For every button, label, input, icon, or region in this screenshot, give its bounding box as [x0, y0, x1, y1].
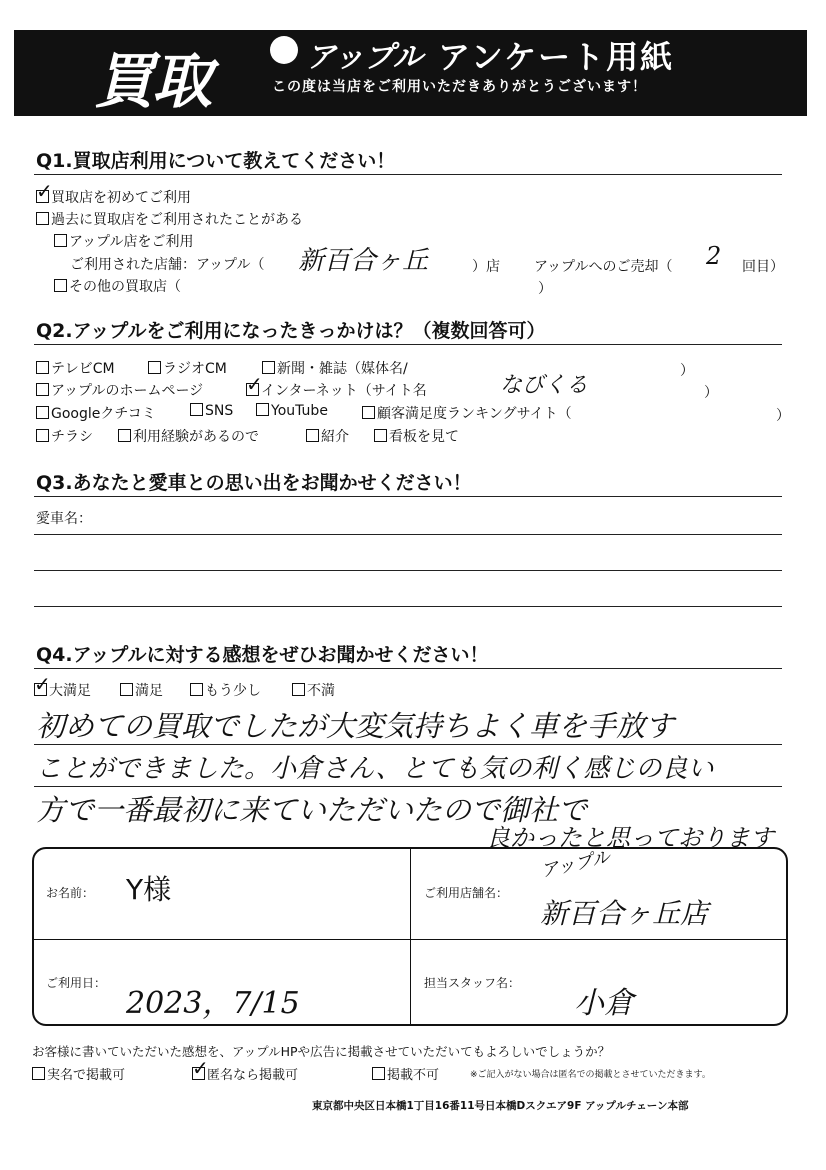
checkbox[interactable] [36, 361, 49, 374]
q2-internet-close: ） [704, 385, 718, 401]
consent-question: お客様に書いていただいた感想を、アップルHPや広告に掲載させていただいてもよろしいでしょうか？ [32, 1044, 611, 1059]
consent-anonymous[interactable] [192, 1064, 298, 1083]
consent-note: ※ご記入がない場合は匿名での掲載とさせていただきます。 [470, 1070, 711, 1080]
q2-underline [34, 344, 782, 345]
q4-little-more-label: もう少し [205, 683, 261, 699]
q1-visits-value[interactable]: 2 [706, 242, 722, 270]
consent-anonymous-label: 匿名なら掲載可 [207, 1068, 299, 1083]
q4-comment-line[interactable]: 初めての買取でしたが大変気持ちよく車を手放す [36, 709, 675, 743]
q2-google[interactable] [36, 403, 156, 423]
date-value[interactable]: 2023，7/15 [126, 986, 300, 1021]
q1-other[interactable] [54, 276, 181, 296]
q2-news[interactable] [262, 358, 408, 378]
checkbox[interactable] [190, 683, 203, 696]
footer-address: 東京都中央区日本橋1丁目16番11号日本橋Dスクエア9F アップルチェーン本部 [312, 1100, 689, 1112]
q2-intro-label: 紹介 [321, 429, 349, 445]
store-label: ご利用店舗名： [424, 886, 509, 900]
checkbox[interactable] [54, 234, 67, 247]
q2-ranking-close: ） [776, 408, 790, 424]
q1-first-time[interactable] [36, 187, 191, 207]
q2-youtube[interactable] [256, 403, 328, 419]
checkbox[interactable] [120, 683, 133, 696]
q1-other-label: その他の買取店（ [69, 279, 181, 295]
survey-subtitle: この度は当店をご利用いただきありがとうございます！ [272, 79, 647, 95]
checkbox[interactable] [36, 212, 49, 225]
q1-visits-prefix: アップルへのご売却（ [534, 259, 673, 275]
checkbox[interactable] [362, 406, 375, 419]
q1-other-close: ） [538, 281, 552, 297]
q4-comment-line[interactable]: 方で一番最初に来ていただいたので御社で [36, 793, 588, 827]
date-label: ご利用日： [46, 976, 107, 990]
q1-title: Q1.買取店利用について教えてください！ [36, 150, 396, 172]
checkbox[interactable] [54, 279, 67, 292]
q2-news-close: ） [680, 363, 694, 379]
q2-experience[interactable] [118, 426, 259, 446]
staff-value[interactable]: 小倉 [574, 986, 634, 1021]
q2-homepage[interactable] [36, 380, 203, 400]
name-value[interactable]: Y様 [126, 873, 172, 906]
q1-past-label: 過去に買取店をご利用されたことがある [51, 212, 303, 228]
q2-sign-label: 看板を見て [389, 429, 459, 445]
q1-first-time-label: 買取店を初めてご利用 [51, 190, 191, 206]
q3-title: Q3.あなたと愛車との思い出をお聞かせください！ [36, 472, 472, 494]
consent-no[interactable] [372, 1064, 439, 1083]
q2-news-label: 新聞・雑誌（媒体名/ [277, 361, 408, 377]
survey-title: アンケート用紙 [438, 38, 675, 76]
q1-underline [34, 174, 782, 175]
q2-intro[interactable] [306, 426, 349, 446]
apple-logo-icon [270, 36, 298, 64]
consent-real-name-label: 実名で掲載可 [47, 1068, 126, 1083]
checkbox[interactable] [36, 429, 49, 442]
q4-dissatisfied[interactable] [292, 680, 335, 700]
q4-very-satisfied-label: 大満足 [49, 683, 91, 699]
q1-past[interactable] [36, 209, 303, 229]
q4-very-satisfied[interactable] [34, 680, 91, 700]
q4-comment-line[interactable]: ことができました。小倉さん、とても気の利く感じの良い [36, 754, 714, 784]
checkbox[interactable] [190, 403, 203, 416]
kaitori-title: 買取 [94, 47, 210, 117]
q2-ranking[interactable] [362, 403, 572, 423]
q3-car-label: 愛車名： [36, 511, 92, 527]
checkbox-checked[interactable] [36, 190, 49, 203]
q3-write-line-3[interactable] [34, 606, 782, 607]
checkbox[interactable] [36, 383, 49, 396]
staff-label: 担当スタッフ名： [424, 976, 521, 990]
store-value-top[interactable]: アップル [538, 846, 612, 883]
q2-tv[interactable] [36, 358, 115, 378]
q1-store-suffix: ）店 [472, 259, 500, 275]
q2-google-label: Googleクチコミ [51, 406, 156, 422]
consent-no-label: 掲載不可 [387, 1068, 440, 1083]
q2-ranking-label: 顧客満足度ランキングサイト（ [377, 406, 572, 422]
q4-title: Q4.アップルに対する感想をぜひお聞かせください！ [36, 644, 489, 666]
q2-sign[interactable] [374, 426, 459, 446]
checkbox[interactable] [118, 429, 131, 442]
brand-logo-text: アップル [306, 40, 423, 75]
q2-title: Q2.アップルをご利用になったきっかけは？（複数回答可） [36, 320, 546, 342]
q4-comment-line[interactable]: 良かったと思っております [486, 824, 774, 852]
q1-store-prefix: ご利用された店舗：アップル（ [70, 257, 265, 273]
q3-write-line-1[interactable] [34, 534, 782, 535]
q1-store-value[interactable]: 新百合ヶ丘 [298, 246, 429, 276]
checkbox[interactable] [306, 429, 319, 442]
q2-internet-label: インターネット（サイト名 [261, 383, 427, 399]
checkbox[interactable] [292, 683, 305, 696]
q2-flyer[interactable] [36, 426, 93, 446]
q1-visits-suffix: 回目） [742, 259, 784, 275]
q2-homepage-label: アップルのホームページ [51, 383, 204, 399]
consent-real-name[interactable] [32, 1064, 125, 1083]
q1-apple-store[interactable] [54, 231, 193, 251]
checkbox-checked[interactable] [34, 683, 47, 696]
q2-radio[interactable] [148, 358, 227, 378]
q2-sns-label: SNS [205, 403, 234, 419]
q1-apple-store-label: アップル店をご利用 [69, 234, 194, 250]
q4-satisfied[interactable] [120, 680, 163, 700]
q2-youtube-label: YouTube [271, 403, 328, 419]
checkbox[interactable] [36, 406, 49, 419]
q4-write-line-1 [34, 744, 782, 745]
q3-write-line-2[interactable] [34, 570, 782, 571]
q4-dissatisfied-label: 不満 [307, 683, 335, 699]
checkbox[interactable] [262, 361, 275, 374]
q2-tv-label: テレビCM [51, 361, 115, 377]
checkbox[interactable] [32, 1067, 45, 1080]
q3-underline [34, 496, 782, 497]
checkbox-checked[interactable] [192, 1067, 205, 1080]
checkbox[interactable] [256, 403, 269, 416]
store-value[interactable]: 新百合ヶ丘店 [540, 897, 709, 930]
q2-flyer-label: チラシ [51, 429, 93, 445]
name-label: お名前： [46, 886, 95, 900]
checkbox[interactable] [374, 429, 387, 442]
q4-underline [34, 668, 782, 669]
checkbox-checked[interactable] [246, 383, 259, 396]
q2-experience-label: 利用経験があるので [133, 429, 259, 445]
q4-little-more[interactable] [190, 680, 261, 700]
info-divider-vertical [410, 849, 411, 1024]
q4-write-line-2 [34, 786, 782, 787]
q2-sns[interactable] [190, 403, 233, 419]
q2-radio-label: ラジオCM [163, 361, 227, 377]
checkbox[interactable] [372, 1067, 385, 1080]
checkbox[interactable] [148, 361, 161, 374]
q2-internet-value[interactable]: なびくる [500, 373, 589, 398]
q4-satisfied-label: 満足 [135, 683, 163, 699]
q2-internet[interactable] [246, 380, 427, 400]
